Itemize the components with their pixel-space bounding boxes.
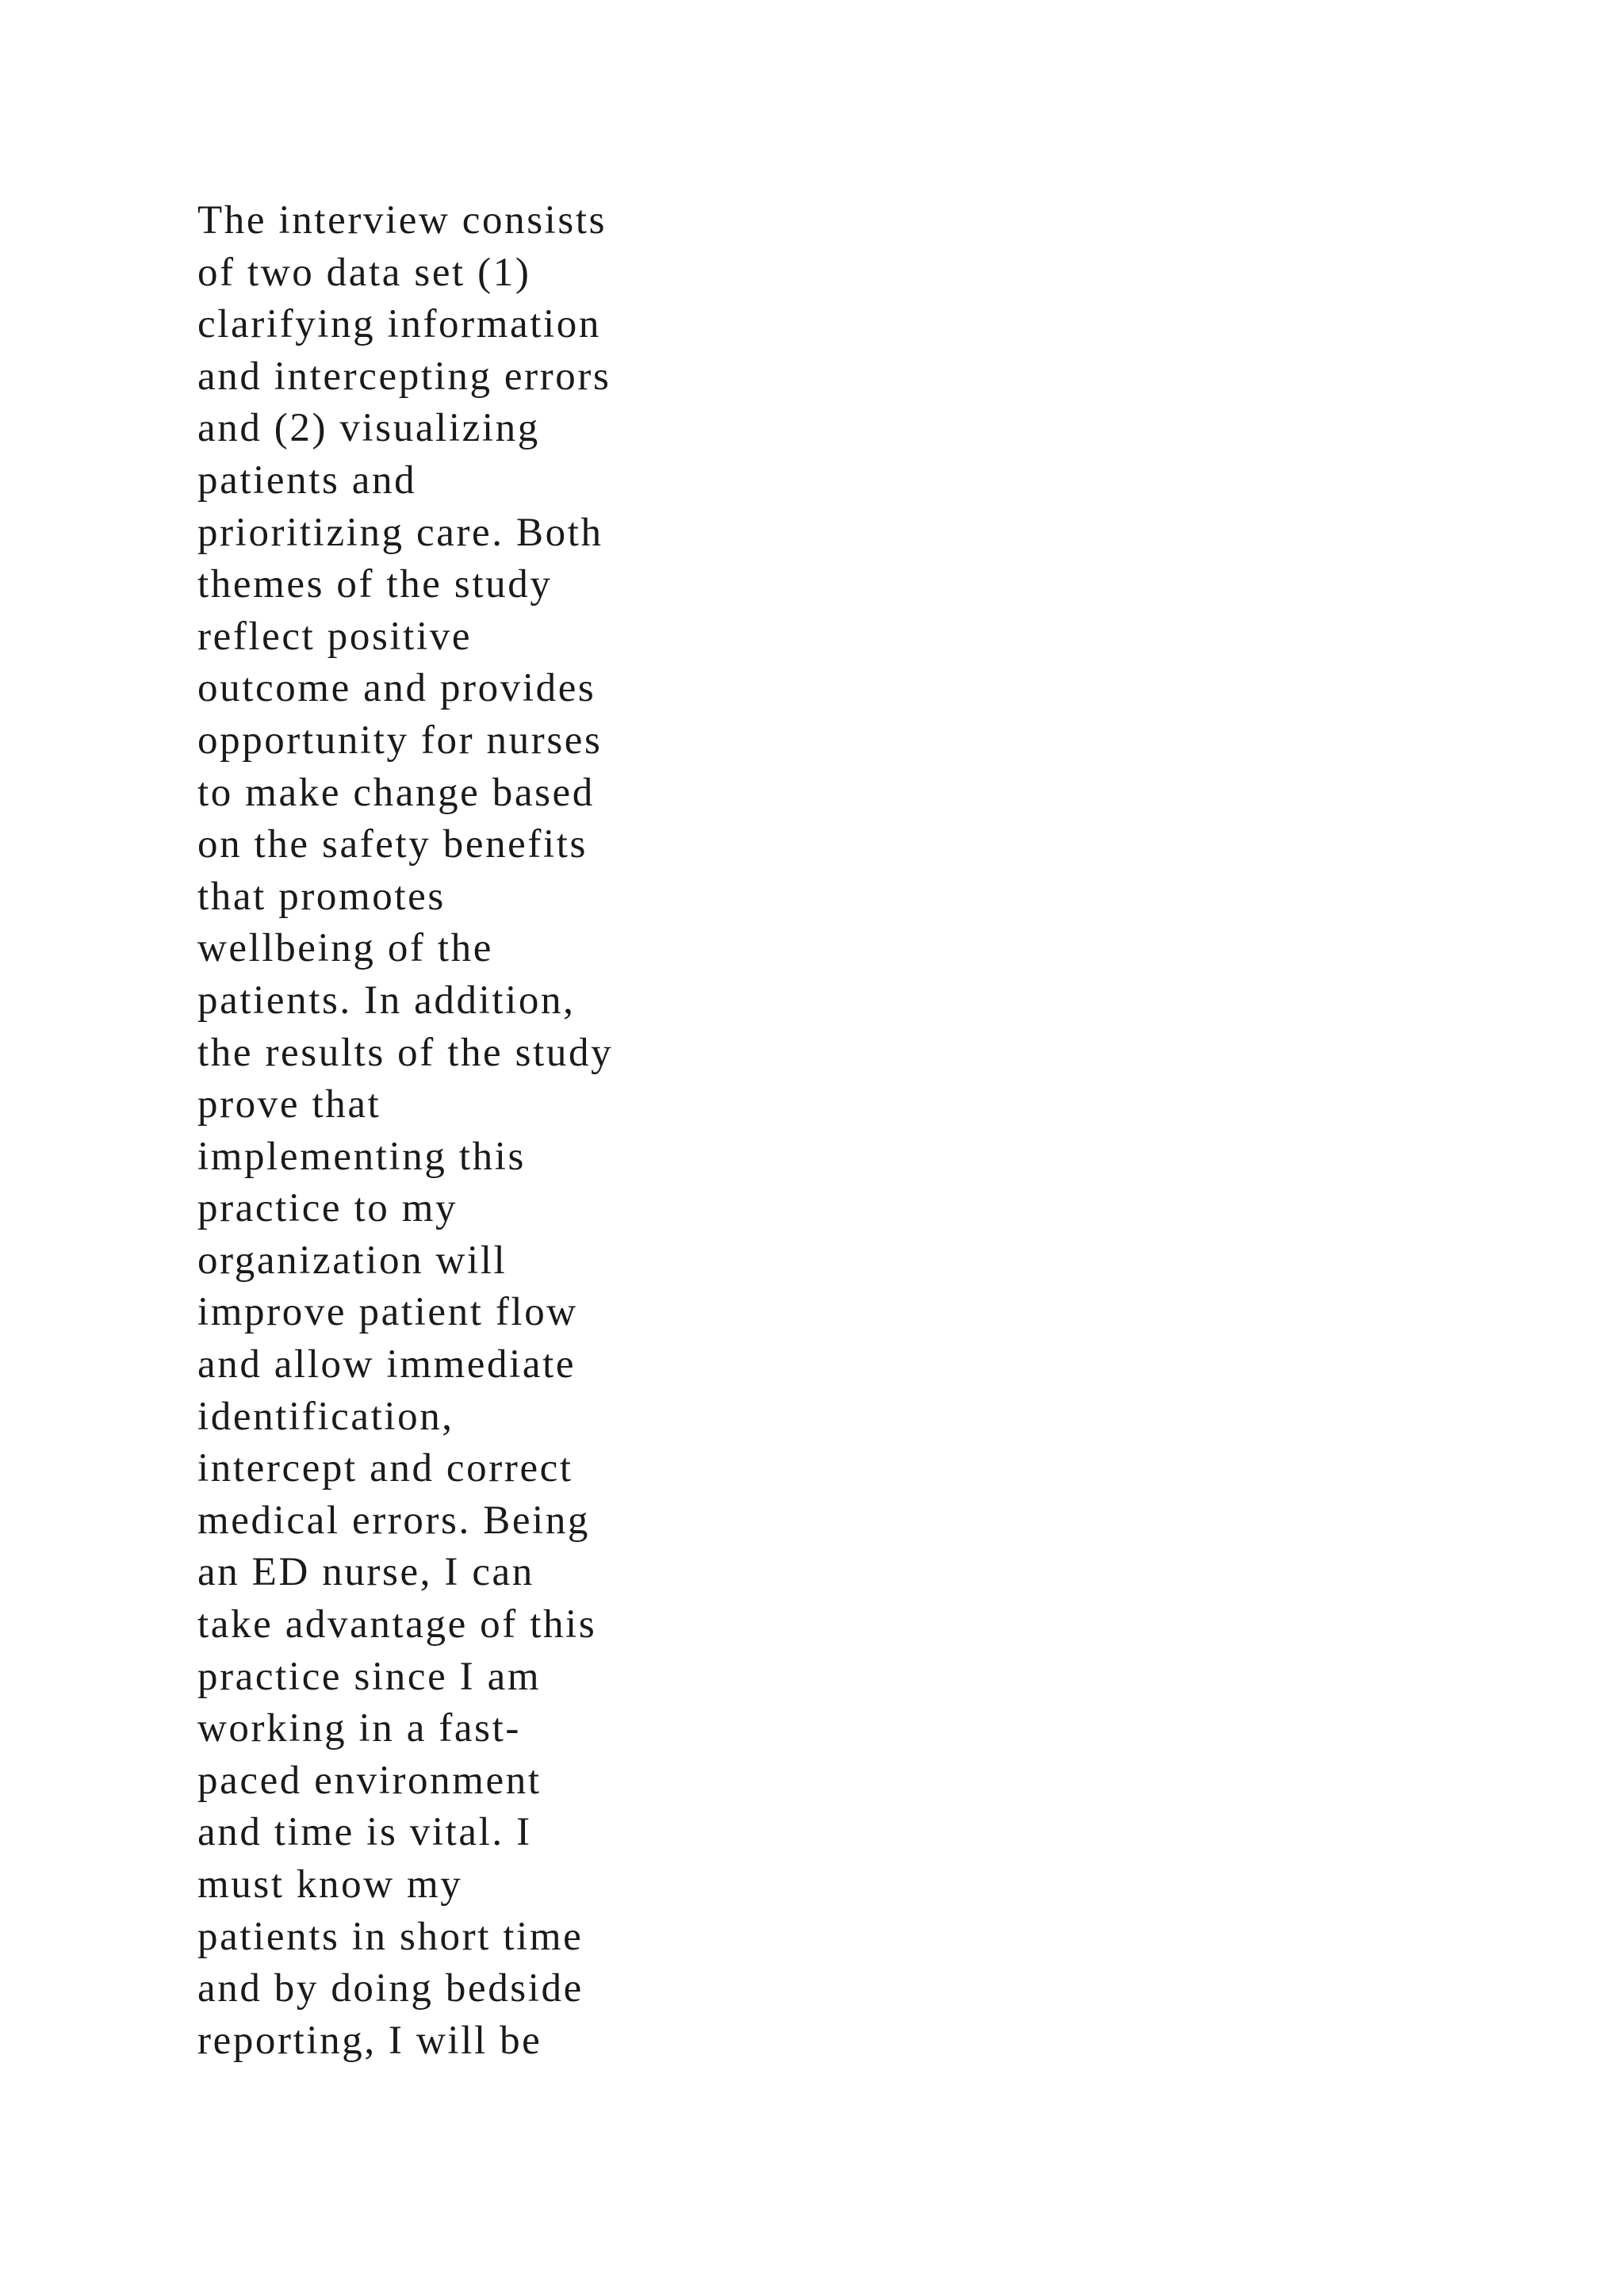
text-line: intercept and correct — [197, 1446, 573, 1491]
text-line: and time is vital. I — [197, 1810, 532, 1855]
text-line: and (2) visualizing — [197, 406, 540, 451]
text-line: patients in short time — [197, 1914, 584, 1959]
text-line: prove that — [197, 1082, 381, 1127]
text-line: and intercepting errors — [197, 354, 611, 399]
text-line: paced environment — [197, 1758, 542, 1803]
text-line: must know my — [197, 1862, 463, 1907]
text-line: improve patient flow — [197, 1290, 578, 1335]
text-line: patients. In addition, — [197, 978, 576, 1023]
text-line: the results of the study — [197, 1030, 614, 1075]
text-line: identification, — [197, 1394, 454, 1439]
text-line: practice since I am — [197, 1654, 542, 1699]
text-line: medical errors. Being — [197, 1498, 591, 1543]
text-line: reflect positive — [197, 614, 473, 659]
text-line: practice to my — [197, 1186, 458, 1231]
text-line: prioritizing care. Both — [197, 510, 603, 555]
text-line: take advantage of this — [197, 1602, 597, 1647]
text-line: on the safety benefits — [197, 822, 588, 867]
text-line: The interview consists — [197, 198, 607, 243]
text-line: implementing this — [197, 1134, 526, 1179]
text-line: opportunity for nurses — [197, 718, 603, 763]
text-line: an ED nurse, I can — [197, 1550, 534, 1595]
text-line: working in a fast- — [197, 1706, 521, 1751]
text-line: and allow immediate — [197, 1342, 576, 1387]
text-line: that promotes — [197, 874, 446, 919]
text-line: and by doing bedside — [197, 1966, 584, 2011]
text-line: clarifying information — [197, 302, 601, 347]
body-paragraph — [197, 195, 911, 2067]
text-line: wellbeing of the — [197, 926, 494, 971]
text-line: to make change based — [197, 770, 595, 815]
text-line: outcome and provides — [197, 666, 596, 711]
text-line: themes of the study — [197, 562, 553, 607]
text-line: of two data set (1) — [197, 250, 531, 295]
text-line: organization will — [197, 1238, 508, 1283]
text-line: patients and — [197, 457, 417, 503]
text-line: reporting, I will be — [197, 2018, 542, 2063]
